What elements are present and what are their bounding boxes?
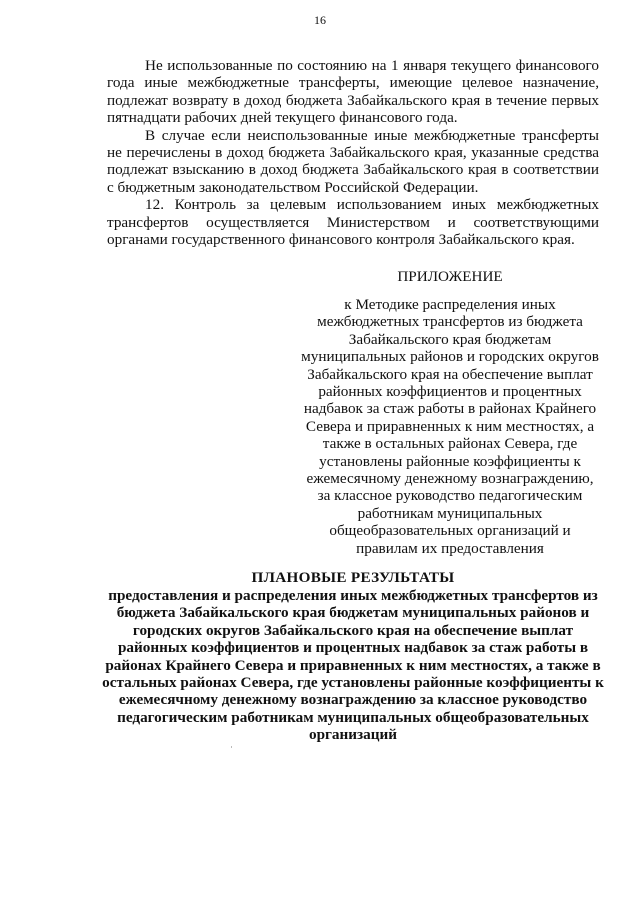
appendix-line: муниципальных районов и городских округов xyxy=(301,348,599,366)
results-subtitle-line: предоставления и распределения иных межбюджетных трансфертов из xyxy=(108,587,598,604)
scan-speck xyxy=(231,746,232,748)
results-subtitle-line: педагогическим работникам муниципальных общеобразовательных xyxy=(117,708,589,726)
appendix-title: ПРИЛОЖЕНИЕ xyxy=(397,268,503,285)
appendix-reference xyxy=(300,296,600,557)
results-subtitle-line: остальных районах Севера, где установлены районные коэффициенты к xyxy=(102,674,604,692)
body-text xyxy=(107,57,599,248)
paragraph-control: 12. Контроль за целевым использованием иных межбюджетных трансфертов осуществляется Министерством и соответствующими органами государственного финансового контроля Забайкальского края. xyxy=(107,196,599,249)
paragraph-unused-transfers: Не использованные по состоянию на 1 января текущего финансового года иные межбюджетные трансферты, имеющие целевое назначение, подлежат возврату в доход бюджета Забайкальского края в течение первых пятнадцати рабочих дней текущего финансового года. xyxy=(107,57,599,127)
appendix-line: установлены районные коэффициенты к xyxy=(319,452,581,470)
appendix-line: к Методике распределения иных xyxy=(344,296,556,313)
appendix-line: работникам муниципальных xyxy=(357,504,543,522)
appendix-line: за классное руководство педагогическим xyxy=(317,487,583,505)
appendix-line: Забайкальского края на обеспечение выплат xyxy=(307,365,593,383)
results-subtitle xyxy=(100,587,606,744)
results-subtitle-line: ежемесячному денежному вознаграждению за классное руководство xyxy=(118,691,588,709)
appendix-line: районных коэффициентов и процентных xyxy=(318,383,582,401)
results-subtitle-line: бюджета Забайкальского края бюджетам муниципальных районов и xyxy=(116,604,590,622)
appendix-line: ежемесячному денежному вознаграждению, xyxy=(306,470,594,488)
results-subtitle-line: районных коэффициентов и процентных надбавок за стаж работы в xyxy=(117,639,589,657)
appendix-line: межбюджетных трансфертов из бюджета xyxy=(317,313,583,331)
appendix-line: надбавок за стаж работы в районах Крайнего xyxy=(303,400,597,418)
results-title: ПЛАНОВЫЕ РЕЗУЛЬТАТЫ xyxy=(251,569,455,586)
results-subtitle-line: организаций xyxy=(309,726,397,744)
results-subtitle-line: городских округов Забайкальского края на обеспечение выплат xyxy=(132,621,574,639)
results-subtitle-line: районах Крайнего Севера и приравненных к ним местностях, а также в xyxy=(105,656,601,674)
appendix-line: правилам их предоставления xyxy=(356,539,544,557)
appendix-line: также в остальных районах Севера, где xyxy=(322,435,578,453)
paragraph-recovery: В случае если неиспользованные иные межбюджетные трансферты не перечислены в доход бюджета Забайкальского края, указанные средства подлежат взысканию в доход бюджета Забайкальского края в соответствии с бюджетным законодательством Российской Федерации. xyxy=(107,126,599,196)
appendix-line: общеобразовательных организаций и xyxy=(329,522,571,540)
appendix-line: Севера и приравненных к ним местностях, а xyxy=(305,417,595,435)
page-number: 16 xyxy=(314,13,326,27)
appendix-line: Забайкальского края бюджетам xyxy=(348,330,552,348)
